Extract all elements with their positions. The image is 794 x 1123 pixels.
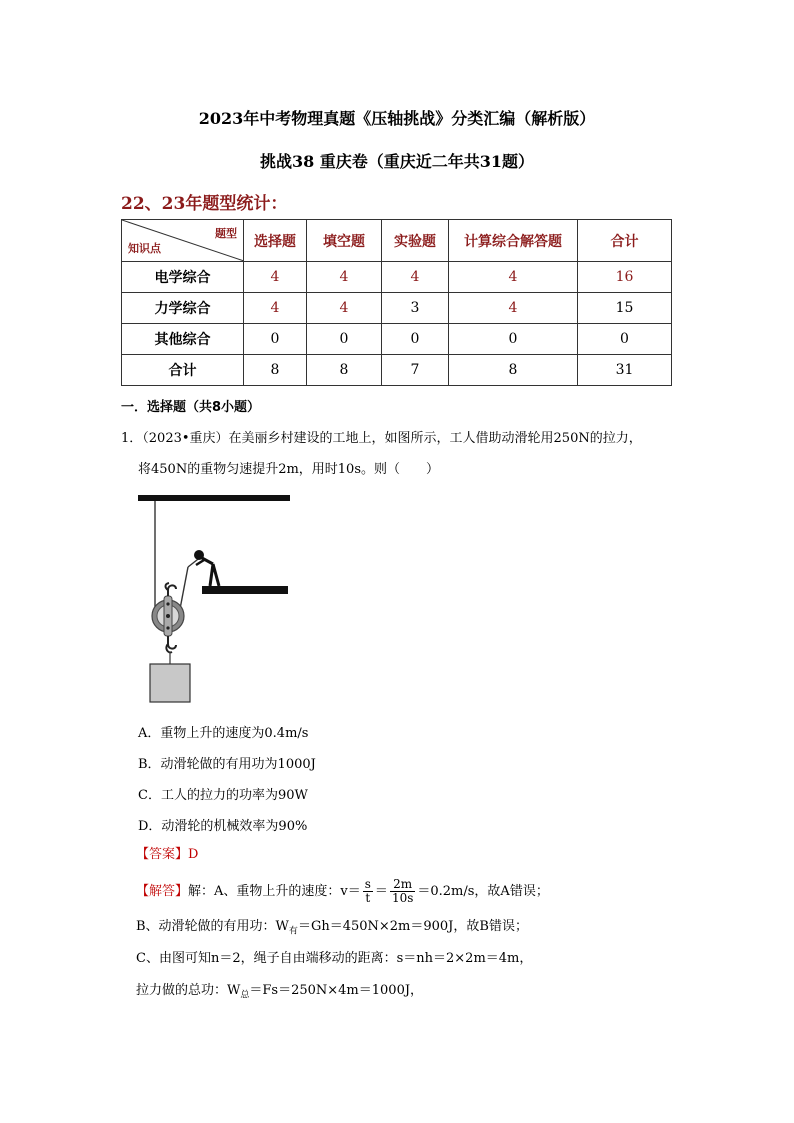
- load-block: [150, 664, 190, 702]
- column-header: 计算综合解答题: [449, 220, 578, 262]
- answer-value: D: [188, 847, 199, 862]
- diagonal-header-cell: [122, 220, 244, 262]
- table-cell: 4: [449, 262, 578, 293]
- row-label: 力学综合: [122, 293, 244, 324]
- row-label: 合计: [122, 355, 244, 386]
- table-cell: 0: [382, 324, 449, 355]
- fraction-numerator: 2m: [390, 878, 415, 892]
- table-row: [122, 355, 672, 386]
- table-header-row: [122, 220, 672, 262]
- table-cell: 4: [449, 293, 578, 324]
- fraction-denominator: 10s: [391, 891, 414, 905]
- doc-subtitle: 挑战38 重庆卷（重庆近二年共31题）: [259, 152, 535, 171]
- analysis-line-c: C、由图可知n＝2，绳子自由端移动的距离：s＝nh＝2×2m＝4m，: [136, 951, 533, 966]
- table-cell: 4: [307, 262, 382, 293]
- table-cell: 4: [307, 293, 382, 324]
- rope-pull: [180, 567, 188, 609]
- table-cell: 3: [382, 293, 449, 324]
- analysis-line-d: [136, 982, 423, 1005]
- table-cell: 0: [449, 324, 578, 355]
- stats-table: [121, 219, 672, 386]
- question-stem-line1: 1．（2023•重庆）在美丽乡村建设的工地上，如图所示，工人借助动滑轮用250N的拉力，: [121, 431, 642, 446]
- table-cell: 4: [382, 262, 449, 293]
- table-row: [122, 293, 672, 324]
- row-label: 电学综合: [122, 262, 244, 293]
- ceiling-beam: [138, 495, 290, 501]
- question-stem-line2: 将450N的重物匀速提升2m，用时10s。则（ ）: [138, 462, 439, 477]
- column-header: 合计: [578, 220, 672, 262]
- table-cell: 8: [449, 355, 578, 386]
- table-cell: 31: [578, 355, 672, 386]
- fraction-numerator: s: [364, 877, 371, 891]
- table-cell: 15: [578, 293, 672, 324]
- analysis-a-suffix: ＝0.2m/s，故A错误；: [417, 884, 549, 899]
- answer-line: [136, 846, 198, 864]
- platform: [202, 586, 288, 594]
- movable-pulley: [152, 596, 184, 636]
- column-header: 实验题: [382, 220, 449, 262]
- option-c: C．工人的拉力的功率为90W: [138, 788, 308, 803]
- corner-label-type: 题型: [215, 227, 237, 240]
- fraction-denominator: t: [365, 891, 371, 905]
- row-label: 其他综合: [122, 324, 244, 355]
- section-title: 一．选择题（共8小题）: [121, 400, 261, 415]
- table-cell: 4: [244, 262, 307, 293]
- analysis-tag: 【解答】: [136, 884, 189, 899]
- pulley-diagram: [138, 492, 298, 704]
- analysis-equals: ＝: [374, 884, 388, 899]
- worker-figure: [194, 550, 219, 586]
- table-cell: 4: [244, 293, 307, 324]
- table-cell: 8: [244, 355, 307, 386]
- corner-label-topic: 知识点: [128, 242, 161, 255]
- subscript-total: 总: [240, 990, 250, 1001]
- table-cell: 16: [578, 262, 672, 293]
- option-d: D．动滑轮的机械效率为90%: [138, 819, 308, 834]
- fraction-2m-over-10s: [390, 878, 415, 905]
- table-cell: 0: [578, 324, 672, 355]
- table-cell: 7: [382, 355, 449, 386]
- column-header: 填空题: [307, 220, 382, 262]
- analysis-b-rest: ＝Gh＝450N×2m＝900J，故B错误；: [297, 919, 528, 934]
- fraction-s-over-t: [363, 878, 373, 905]
- subscript-useful: 有: [288, 926, 298, 937]
- table-cell: 8: [307, 355, 382, 386]
- bottom-hook-icon: [166, 636, 176, 652]
- stats-heading: 22、23年题型统计：: [121, 194, 288, 214]
- table-cell: 0: [307, 324, 382, 355]
- answer-tag: 【答案】: [136, 847, 189, 862]
- option-b: B．动滑轮做的有用功为1000J: [138, 757, 316, 772]
- column-header: 选择题: [244, 220, 307, 262]
- table-row: [122, 262, 672, 293]
- analysis-d-text: 拉力做的总功：W: [136, 983, 241, 998]
- top-hook-icon: [166, 583, 177, 596]
- table-row: [122, 324, 672, 355]
- analysis-line-b: [136, 918, 528, 941]
- doc-title: 2023年中考物理真题《压轴挑战》分类汇编（解析版）: [198, 109, 596, 128]
- table-cell: 0: [244, 324, 307, 355]
- option-a: A．重物上升的速度为0.4m/s: [138, 726, 309, 741]
- analysis-d-rest: ＝Fs＝250N×4m＝1000J，: [249, 983, 424, 998]
- analysis-line-a: [136, 878, 549, 905]
- analysis-b-text: B、动滑轮做的有用功：W: [136, 919, 289, 934]
- analysis-a-prefix: 解：A、重物上升的速度：v＝: [188, 884, 361, 899]
